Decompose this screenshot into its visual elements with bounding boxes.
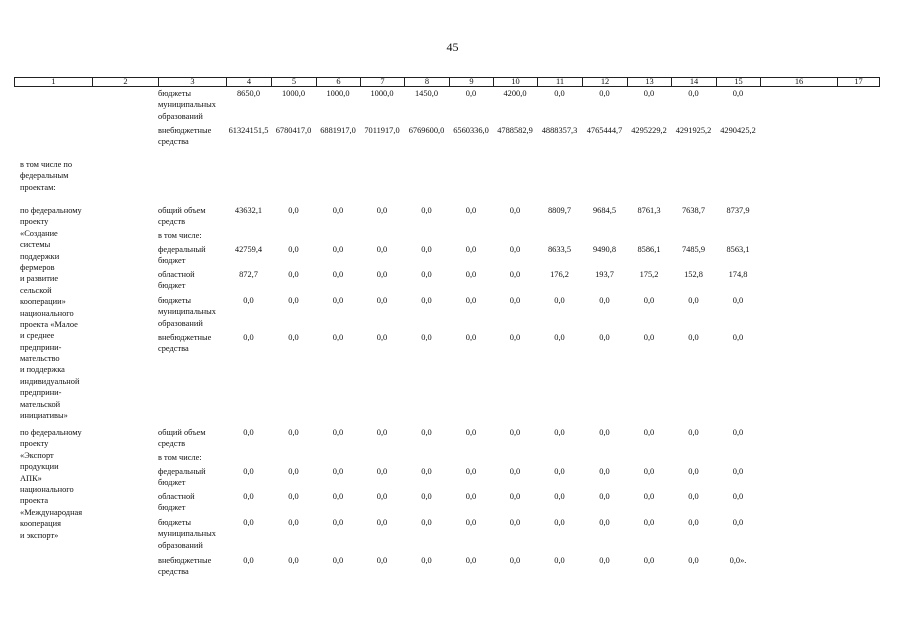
project-description-line: предприни- (20, 342, 62, 352)
value-cell: 175,2 (639, 270, 659, 279)
value-cell: 0,0 (332, 296, 344, 305)
value-cell: 0,0 (243, 492, 254, 501)
row-label (158, 428, 206, 451)
value-cell: 0,0 (465, 556, 477, 565)
value-cell: 0,0 (643, 296, 655, 305)
value-cell: 61324151,5 (228, 126, 269, 135)
value-cell: 0,0 (509, 296, 521, 305)
section-label-line: в том числе по (20, 160, 73, 169)
project-description-line: проекта (20, 496, 49, 506)
value-cell: 0,0 (732, 467, 744, 476)
row-label (158, 333, 211, 356)
value-cell: 0,0 (732, 518, 744, 527)
project-description-line: национального (20, 308, 74, 318)
project-description-line: проекту (20, 439, 49, 449)
row-label-line: внебюджетные (158, 126, 212, 135)
value-cell: 4290425,2 (720, 126, 756, 135)
value-cell: 4200,0 (503, 89, 527, 98)
value-cell: 0,0 (599, 467, 610, 476)
value-cell: 0,0 (376, 206, 388, 215)
header-col-6: 6 (316, 77, 360, 87)
value-cell: 0,0 (554, 296, 565, 305)
value-cell: 0,0 (509, 245, 521, 254)
row-label-line: в том числе: (158, 231, 202, 240)
header-col-4: 4 (226, 77, 271, 87)
value-cell: 0,0 (554, 333, 565, 342)
value-cell: 0,0 (599, 556, 610, 565)
header-col-17: 17 (837, 77, 880, 87)
value-cell: 0,0 (376, 296, 388, 305)
value-cell: 0,0 (332, 556, 344, 565)
project-description-line: «Экспорт (20, 450, 54, 460)
value-cell: 0,0 (376, 245, 388, 254)
row-label-line: образований (158, 111, 203, 121)
value-cell: 0,0 (288, 296, 299, 305)
value-cell: 4291925,2 (675, 126, 712, 135)
value-cell: 4788582,9 (497, 126, 533, 135)
row-label-line: средства (158, 567, 189, 577)
header-col-5: 5 (271, 77, 316, 87)
value-cell: 0,0 (732, 296, 744, 305)
value-cell: 0,0 (509, 492, 521, 501)
value-cell: 0,0 (643, 467, 655, 476)
project-description-line: и среднее (20, 331, 55, 341)
value-cell: 0,0 (465, 467, 477, 476)
value-cell: 0,0 (509, 518, 521, 527)
project-description-line: фермеров (20, 262, 55, 272)
header-col-12: 12 (582, 77, 627, 87)
row-label (158, 296, 216, 330)
row-label-line: внебюджетные (158, 333, 212, 342)
project-description-line: национального (20, 484, 74, 494)
value-cell: 0,0 (688, 492, 699, 501)
project-description (20, 428, 82, 542)
header-col-14: 14 (671, 77, 716, 87)
value-cell: 0,0 (288, 467, 299, 476)
value-cell: 0,0 (421, 270, 432, 279)
project-description-line: по федеральному (20, 428, 82, 437)
row-label-line: средств (158, 217, 186, 227)
value-cell: 0,0 (643, 428, 655, 437)
value-cell: 7638,7 (681, 206, 706, 215)
value-cell: 176,2 (550, 270, 569, 279)
row-label-line: внебюджетные (158, 556, 212, 565)
value-cell: 0,0 (554, 467, 565, 476)
project-description-line: проекта «Малое (20, 319, 78, 329)
section-label-line: проектам: (20, 182, 56, 192)
project-description-line: индивидуальной (20, 376, 80, 386)
value-cell: 6560336,0 (453, 126, 489, 135)
project-description-line: мательской (20, 399, 61, 409)
project-description-line: и развитие (20, 274, 59, 284)
value-cell: 9490,8 (592, 245, 617, 254)
value-cell: 43632,1 (234, 206, 263, 215)
row-label (158, 126, 211, 149)
value-cell: 0,0 (332, 270, 344, 279)
value-cell: 0,0 (643, 518, 655, 527)
value-cell: 0,0 (688, 428, 699, 437)
header-col-3: 3 (158, 77, 226, 87)
value-cell: 0,0 (243, 556, 254, 565)
value-cell: 872,7 (239, 270, 258, 279)
project-description-line: по федеральному (20, 206, 82, 215)
value-cell: 1000,0 (370, 89, 394, 98)
value-cell: 0,0 (599, 333, 610, 342)
row-label-line: федеральный (158, 467, 206, 476)
value-cell: 0,0 (421, 556, 432, 565)
row-label-line: областной (158, 492, 195, 501)
project-description-line: системы (20, 240, 51, 250)
value-cell: 0,0 (288, 428, 299, 437)
value-cell: 8809,7 (547, 206, 572, 215)
project-description-line: инициативы» (20, 411, 68, 421)
row-label-line: образований (158, 540, 203, 550)
value-cell: 0,0 (599, 428, 610, 437)
value-cell: 0,0 (288, 245, 299, 254)
project-description-line: поддержки (20, 251, 60, 261)
value-cell: 0,0 (688, 518, 699, 527)
header-col-16: 16 (760, 77, 837, 87)
header-col-11: 11 (537, 77, 582, 87)
value-cell: 0,0». (729, 556, 747, 565)
row-label-line: бюджет (158, 256, 186, 266)
value-cell: 7011917,0 (364, 126, 400, 135)
value-cell: 0,0 (465, 89, 477, 98)
value-cell: 0,0 (421, 518, 432, 527)
value-cell: 0,0 (332, 206, 344, 215)
value-cell: 174,8 (728, 270, 748, 279)
row-label (158, 453, 202, 464)
value-cell: 42759,4 (234, 245, 263, 254)
value-cell: 0,0 (332, 333, 344, 342)
value-cell: 1000,0 (281, 89, 306, 98)
row-label-line: муниципальных (158, 307, 216, 317)
value-cell: 0,0 (732, 89, 744, 98)
value-cell: 0,0 (376, 333, 388, 342)
value-cell: 0,0 (732, 333, 744, 342)
value-cell: 0,0 (554, 428, 565, 437)
row-label (158, 89, 216, 123)
value-cell: 4765444,7 (586, 126, 623, 135)
row-label-line: общий объем (158, 206, 206, 215)
value-cell: 6769600,0 (408, 126, 445, 135)
header-col-10: 10 (493, 77, 537, 87)
header-col-13: 13 (627, 77, 671, 87)
value-cell: 0,0 (465, 492, 477, 501)
value-cell: 0,0 (243, 296, 254, 305)
row-label (158, 518, 216, 552)
value-cell: 0,0 (465, 245, 477, 254)
row-label (158, 231, 202, 242)
value-cell: 0,0 (376, 492, 388, 501)
row-label-line: в том числе: (158, 453, 202, 462)
value-cell: 8650,0 (236, 89, 261, 98)
value-cell: 0,0 (465, 206, 477, 215)
project-description-line: АПК» (20, 473, 42, 483)
value-cell: 0,0 (509, 206, 521, 215)
value-cell: 0,0 (509, 556, 521, 565)
value-cell: 0,0 (465, 270, 477, 279)
value-cell: 0,0 (732, 428, 744, 437)
section-label-line: федеральным (20, 171, 69, 181)
value-cell: 8737,9 (726, 206, 750, 215)
value-cell: 0,0 (421, 245, 432, 254)
value-cell: 0,0 (509, 270, 521, 279)
row-label-line: бюджет (158, 281, 186, 291)
value-cell: 193,7 (595, 270, 614, 279)
value-cell: 0,0 (688, 556, 699, 565)
value-cell: 0,0 (688, 89, 699, 98)
row-label-line: бюджет (158, 503, 186, 513)
project-description-line: мательство (20, 354, 60, 364)
value-cell: 0,0 (243, 518, 254, 527)
value-cell: 0,0 (554, 518, 565, 527)
project-description-line: сельской (20, 285, 52, 295)
row-label-line: общий объем (158, 428, 206, 437)
value-cell: 0,0 (421, 206, 432, 215)
project-description-line: и поддержка (20, 365, 65, 375)
value-cell: 0,0 (599, 296, 610, 305)
value-cell: 0,0 (643, 333, 655, 342)
value-cell: 0,0 (288, 333, 299, 342)
value-cell: 0,0 (243, 428, 254, 437)
header-col-7: 7 (360, 77, 404, 87)
header-col-2: 2 (92, 77, 158, 87)
value-cell: 0,0 (288, 518, 299, 527)
row-label-line: муниципальных (158, 100, 216, 110)
value-cell: 8633,5 (547, 245, 572, 254)
header-col-9: 9 (449, 77, 493, 87)
project-description (20, 206, 82, 422)
project-description-line: продукции (20, 462, 59, 472)
value-cell: 0,0 (599, 89, 610, 98)
row-label-line: областной (158, 270, 195, 279)
value-cell: 0,0 (332, 518, 344, 527)
header-col-15: 15 (716, 77, 760, 87)
value-cell: 7485,9 (681, 245, 706, 254)
project-description-line: кооперации» (20, 297, 66, 307)
row-label (158, 206, 206, 229)
value-cell: 0,0 (421, 467, 432, 476)
value-cell: 0,0 (554, 492, 565, 501)
project-description-line: «Международная (20, 507, 83, 517)
value-cell: 0,0 (465, 518, 477, 527)
value-cell: 0,0 (599, 518, 610, 527)
project-description-line: предприни- (20, 388, 62, 398)
section-label (20, 160, 72, 194)
value-cell: 8761,3 (637, 206, 661, 215)
value-cell: 0,0 (509, 428, 521, 437)
project-description-line: проекту (20, 217, 49, 227)
row-label-line: бюджеты (158, 518, 192, 527)
value-cell: 1450,0 (414, 89, 439, 98)
value-cell: 8586,1 (637, 245, 661, 254)
value-cell: 0,0 (421, 492, 432, 501)
project-description-line: «Создание (20, 228, 58, 238)
row-label (158, 556, 211, 579)
value-cell: 0,0 (288, 270, 299, 279)
row-label (158, 245, 206, 268)
value-cell: 0,0 (376, 428, 388, 437)
header-col-8: 8 (404, 77, 449, 87)
value-cell: 0,0 (688, 467, 699, 476)
value-cell: 0,0 (288, 492, 299, 501)
value-cell: 0,0 (376, 270, 388, 279)
value-cell: 0,0 (376, 467, 388, 476)
value-cell: 0,0 (421, 333, 432, 342)
project-description-line: и экспорт» (20, 530, 59, 540)
value-cell: 0,0 (421, 296, 432, 305)
row-label-line: средств (158, 439, 186, 449)
value-cell: 0,0 (643, 89, 655, 98)
value-cell: 8563,1 (726, 245, 750, 254)
value-cell: 152,8 (684, 270, 703, 279)
value-cell: 0,0 (465, 333, 477, 342)
value-cell: 0,0 (688, 333, 699, 342)
value-cell: 6881917,0 (320, 126, 356, 135)
project-description-line: кооперация (20, 519, 61, 529)
value-cell: 0,0 (332, 467, 344, 476)
row-label-line: бюджет (158, 478, 186, 488)
value-cell: 9684,5 (592, 206, 617, 215)
row-label-line: федеральный (158, 245, 206, 254)
value-cell: 4295229,2 (631, 126, 667, 135)
header-col-1: 1 (14, 77, 92, 87)
value-cell: 0,0 (376, 518, 388, 527)
value-cell: 6780417,0 (275, 126, 312, 135)
value-cell: 0,0 (509, 333, 521, 342)
value-cell: 0,0 (288, 556, 299, 565)
value-cell: 0,0 (643, 556, 655, 565)
value-cell: 4888357,3 (541, 126, 578, 135)
value-cell: 0,0 (288, 206, 299, 215)
row-label (158, 492, 195, 515)
value-cell: 0,0 (332, 428, 344, 437)
value-cell: 1000,0 (326, 89, 350, 98)
row-label-line: средства (158, 344, 189, 354)
value-cell: 0,0 (332, 492, 344, 501)
row-label (158, 270, 195, 293)
value-cell: 0,0 (509, 467, 521, 476)
value-cell: 0,0 (243, 333, 254, 342)
value-cell: 0,0 (554, 89, 565, 98)
value-cell: 0,0 (421, 428, 432, 437)
row-label-line: муниципальных (158, 529, 216, 539)
value-cell: 0,0 (243, 467, 254, 476)
value-cell: 0,0 (332, 245, 344, 254)
value-cell: 0,0 (732, 492, 744, 501)
row-label-line: образований (158, 318, 203, 328)
value-cell: 0,0 (643, 492, 655, 501)
value-cell: 0,0 (688, 296, 699, 305)
row-label (158, 467, 206, 490)
row-label-line: средства (158, 137, 189, 147)
value-cell: 0,0 (599, 492, 610, 501)
value-cell: 0,0 (465, 428, 477, 437)
page-number: 45 (446, 40, 459, 54)
value-cell: 0,0 (465, 296, 477, 305)
value-cell: 0,0 (376, 556, 388, 565)
row-label-line: бюджеты (158, 296, 192, 305)
row-label-line: бюджеты (158, 89, 192, 98)
value-cell: 0,0 (554, 556, 565, 565)
